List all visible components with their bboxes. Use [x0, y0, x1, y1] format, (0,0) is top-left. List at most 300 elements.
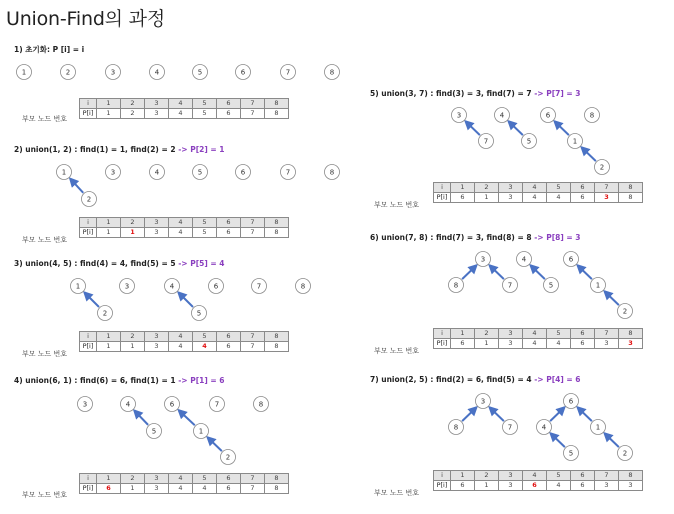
- edge-7-to-3: [489, 407, 503, 421]
- value-cell: 6: [217, 342, 241, 352]
- edge-2-to-1: [604, 433, 618, 447]
- value-cell: 1: [97, 228, 121, 238]
- edge-5-to-4: [134, 410, 148, 424]
- node-label: 7: [507, 423, 513, 432]
- page-title: Union-Find의 과정: [6, 8, 165, 30]
- value-cell: 7: [241, 484, 265, 494]
- step-7-label: [370, 375, 581, 384]
- table-header-row: [80, 332, 289, 342]
- header-cell: 1: [97, 474, 121, 484]
- edge-8-to-3: [462, 407, 476, 421]
- header-cell: 8: [265, 332, 289, 342]
- value-cell: 3: [145, 484, 169, 494]
- step-5-tree: [452, 108, 610, 175]
- node-8: [449, 278, 464, 293]
- header-cell: 3: [499, 329, 523, 339]
- step-6-tree: [449, 252, 633, 319]
- node-2: [82, 192, 97, 207]
- node-2: [618, 446, 633, 461]
- edge-5-to-4: [178, 292, 193, 307]
- header-cell: 7: [241, 474, 265, 484]
- row-label: P[i]: [434, 339, 451, 349]
- value-cell: 8: [265, 228, 289, 238]
- node-label: 2: [86, 195, 92, 204]
- header-cell: 6: [217, 218, 241, 228]
- step-result: -> P[1] = 6: [178, 376, 225, 385]
- value-cell: 6: [571, 481, 595, 491]
- edge-1-to-6: [577, 407, 591, 421]
- node-3: [106, 165, 121, 180]
- header-cell: 8: [619, 329, 643, 339]
- header-cell: 5: [193, 332, 217, 342]
- node-6: [165, 397, 180, 412]
- value-cell: 3: [499, 339, 523, 349]
- node-5: [564, 446, 579, 461]
- value-cell: 4: [523, 193, 547, 203]
- node-7: [210, 397, 225, 412]
- node-label: 8: [589, 111, 595, 120]
- step-2-label: [14, 145, 225, 154]
- edge-7-to-3: [465, 121, 479, 135]
- node-5: [522, 134, 537, 149]
- header-cell: 8: [265, 99, 289, 109]
- header-cell: 4: [169, 474, 193, 484]
- step-result: -> P[8] = 3: [534, 233, 581, 242]
- value-cell: 6: [571, 339, 595, 349]
- value-cell: 6: [571, 193, 595, 203]
- step-operation: 7) union(2, 5) : find(2) = 6, find(5) = 4: [370, 375, 535, 384]
- node-3: [476, 252, 491, 267]
- header-cell: i: [80, 332, 97, 342]
- header-cell: 5: [547, 471, 571, 481]
- table-row: [80, 109, 289, 119]
- node-label: 5: [548, 281, 554, 290]
- node-label: 3: [110, 168, 116, 177]
- node-label: 5: [197, 168, 203, 177]
- value-cell: 3: [619, 339, 643, 349]
- header-cell: 3: [145, 474, 169, 484]
- parent-caption: 부모 노드 번호: [22, 236, 68, 244]
- node-8: [254, 397, 269, 412]
- value-cell: 6: [523, 481, 547, 491]
- header-cell: 1: [97, 99, 121, 109]
- value-cell: 1: [475, 481, 499, 491]
- step-operation: 2) union(1, 2) : find(1) = 1, find(2) = 2: [14, 145, 179, 154]
- node-6: [236, 165, 251, 180]
- node-1: [57, 165, 72, 180]
- header-cell: 3: [499, 183, 523, 193]
- value-cell: 6: [217, 109, 241, 119]
- edge-2-to-1: [604, 291, 618, 305]
- row-label: P[i]: [80, 228, 97, 238]
- header-cell: 3: [145, 99, 169, 109]
- value-cell: 3: [595, 481, 619, 491]
- header-cell: 3: [145, 218, 169, 228]
- header-cell: 4: [169, 218, 193, 228]
- value-cell: 4: [169, 228, 193, 238]
- node-8: [325, 65, 340, 80]
- value-cell: 8: [265, 484, 289, 494]
- table-row: [434, 339, 643, 349]
- node-label: 4: [154, 68, 160, 77]
- node-1: [568, 134, 583, 149]
- node-3: [120, 279, 135, 294]
- step-6-label: [370, 233, 581, 242]
- header-cell: i: [434, 183, 451, 193]
- node-label: 3: [480, 397, 486, 406]
- node-1: [591, 420, 606, 435]
- value-cell: 4: [169, 109, 193, 119]
- node-label: 2: [65, 68, 71, 77]
- value-cell: 3: [595, 193, 619, 203]
- node-label: 7: [507, 281, 513, 290]
- node-label: 8: [329, 168, 335, 177]
- header-cell: 7: [241, 99, 265, 109]
- edge-2-to-1: [581, 147, 595, 161]
- node-label: 5: [197, 68, 203, 77]
- edge-1-to-6: [554, 121, 568, 135]
- node-label: 2: [622, 449, 628, 458]
- parent-caption: 부모 노드 번호: [374, 489, 420, 497]
- node-4: [150, 65, 165, 80]
- value-cell: 4: [193, 342, 217, 352]
- node-3: [78, 397, 93, 412]
- header-cell: i: [434, 329, 451, 339]
- node-3: [452, 108, 467, 123]
- node-6: [236, 65, 251, 80]
- node-2: [221, 450, 236, 465]
- node-label: 1: [61, 168, 67, 177]
- value-cell: 7: [241, 228, 265, 238]
- value-cell: 1: [475, 193, 499, 203]
- header-cell: 7: [595, 183, 619, 193]
- node-label: 6: [213, 282, 219, 291]
- node-label: 1: [572, 137, 578, 146]
- table-row: [434, 481, 643, 491]
- node-1: [591, 278, 606, 293]
- value-cell: 4: [523, 339, 547, 349]
- edge-4-to-6: [550, 407, 564, 421]
- parent-caption: 부모 노드 번호: [22, 350, 68, 358]
- node-label: 8: [453, 423, 459, 432]
- header-cell: 3: [499, 471, 523, 481]
- table-row: [434, 193, 643, 203]
- node-label: 1: [21, 68, 27, 77]
- value-cell: 4: [547, 481, 571, 491]
- step-3-label: [14, 259, 225, 268]
- node-label: 6: [568, 397, 574, 406]
- node-4: [165, 279, 180, 294]
- value-cell: 5: [193, 228, 217, 238]
- step-2-tree: [57, 165, 340, 207]
- node-label: 3: [456, 111, 462, 120]
- value-cell: 3: [595, 339, 619, 349]
- header-cell: 6: [571, 329, 595, 339]
- header-cell: 6: [571, 183, 595, 193]
- node-label: 2: [622, 307, 628, 316]
- parent-table: [433, 328, 643, 349]
- node-label: 2: [225, 453, 231, 462]
- node-4: [121, 397, 136, 412]
- node-4: [537, 420, 552, 435]
- node-label: 5: [151, 427, 157, 436]
- table-header-row: [80, 474, 289, 484]
- header-cell: 4: [169, 332, 193, 342]
- value-cell: 6: [97, 484, 121, 494]
- value-cell: 4: [193, 484, 217, 494]
- node-2: [595, 160, 610, 175]
- value-cell: 1: [97, 342, 121, 352]
- header-cell: 2: [475, 471, 499, 481]
- node-label: 2: [102, 309, 108, 318]
- header-cell: 5: [193, 218, 217, 228]
- table-row: [80, 484, 289, 494]
- node-label: 2: [599, 163, 605, 172]
- value-cell: 3: [499, 193, 523, 203]
- node-label: 4: [125, 400, 131, 409]
- header-cell: 4: [169, 99, 193, 109]
- step-result: -> P[4] = 6: [534, 375, 581, 384]
- node-8: [585, 108, 600, 123]
- node-label: 1: [198, 427, 204, 436]
- value-cell: 4: [169, 342, 193, 352]
- value-cell: 3: [145, 342, 169, 352]
- value-cell: 3: [145, 109, 169, 119]
- node-5: [193, 65, 208, 80]
- row-label: P[i]: [434, 193, 451, 203]
- parent-table: [79, 217, 289, 238]
- node-2: [618, 304, 633, 319]
- node-label: 4: [541, 423, 547, 432]
- header-cell: i: [80, 218, 97, 228]
- header-cell: 6: [571, 471, 595, 481]
- value-cell: 1: [97, 109, 121, 119]
- header-cell: i: [80, 474, 97, 484]
- step-4-tree: [78, 397, 269, 465]
- edge-5-to-4: [530, 265, 544, 279]
- parent-table: [433, 182, 643, 203]
- parent-caption: 부모 노드 번호: [22, 491, 68, 499]
- table-header-row: [434, 329, 643, 339]
- parent-table: [433, 470, 643, 491]
- node-label: 5: [526, 137, 532, 146]
- header-cell: 4: [523, 183, 547, 193]
- table-header-row: [434, 183, 643, 193]
- node-label: 7: [483, 137, 489, 146]
- value-cell: 6: [217, 484, 241, 494]
- step-5-label: [370, 89, 581, 98]
- value-cell: 1: [475, 339, 499, 349]
- row-label: P[i]: [80, 342, 97, 352]
- node-label: 4: [521, 255, 527, 264]
- step-operation: 3) union(4, 5) : find(4) = 4, find(5) = 5: [14, 259, 179, 268]
- table-header-row: [80, 99, 289, 109]
- header-cell: 8: [265, 218, 289, 228]
- node-label: 7: [214, 400, 220, 409]
- header-cell: 7: [241, 332, 265, 342]
- header-cell: 8: [619, 183, 643, 193]
- value-cell: 3: [145, 228, 169, 238]
- table-row: [80, 228, 289, 238]
- node-label: 1: [75, 282, 81, 291]
- row-label: P[i]: [80, 484, 97, 494]
- parent-table: [79, 98, 289, 119]
- node-4: [495, 108, 510, 123]
- value-cell: 6: [217, 228, 241, 238]
- node-label: 6: [240, 68, 246, 77]
- edge-5-to-4: [508, 121, 522, 135]
- header-cell: 5: [547, 329, 571, 339]
- node-label: 3: [110, 68, 116, 77]
- node-4: [517, 252, 532, 267]
- value-cell: 4: [547, 339, 571, 349]
- header-cell: 8: [619, 471, 643, 481]
- node-label: 6: [240, 168, 246, 177]
- node-label: 8: [453, 281, 459, 290]
- parent-caption: 부모 노드 번호: [374, 201, 420, 209]
- value-cell: 8: [265, 342, 289, 352]
- header-cell: 1: [451, 329, 475, 339]
- edge-5-to-4: [550, 433, 564, 447]
- value-cell: 6: [451, 339, 475, 349]
- value-cell: 7: [241, 342, 265, 352]
- step-result: -> P[2] = 1: [178, 145, 225, 154]
- header-cell: 7: [595, 329, 619, 339]
- step-operation: 4) union(6, 1) : find(6) = 6, find(1) = 1: [14, 376, 179, 385]
- node-8: [296, 279, 311, 294]
- edge-1-to-6: [179, 410, 195, 425]
- node-label: 6: [568, 255, 574, 264]
- edge-2-to-1: [84, 292, 99, 307]
- node-3: [476, 394, 491, 409]
- node-7: [281, 65, 296, 80]
- node-1: [17, 65, 32, 80]
- node-label: 8: [258, 400, 264, 409]
- node-8: [325, 165, 340, 180]
- value-cell: 8: [619, 193, 643, 203]
- value-cell: 1: [121, 342, 145, 352]
- step-result: -> P[5] = 4: [178, 259, 225, 268]
- value-cell: 8: [265, 109, 289, 119]
- node-7: [503, 278, 518, 293]
- node-6: [564, 252, 579, 267]
- node-label: 3: [82, 400, 88, 409]
- node-8: [449, 420, 464, 435]
- header-cell: 1: [451, 471, 475, 481]
- node-label: 3: [124, 282, 130, 291]
- node-5: [544, 278, 559, 293]
- node-5: [193, 165, 208, 180]
- header-cell: 5: [193, 474, 217, 484]
- node-label: 1: [595, 423, 601, 432]
- node-label: 7: [285, 168, 291, 177]
- header-cell: 6: [217, 474, 241, 484]
- node-1: [71, 279, 86, 294]
- node-label: 6: [545, 111, 551, 120]
- header-cell: 7: [595, 471, 619, 481]
- table-row: [80, 342, 289, 352]
- node-2: [61, 65, 76, 80]
- value-cell: 1: [121, 484, 145, 494]
- edge-2-to-1: [70, 179, 83, 193]
- value-cell: 4: [547, 193, 571, 203]
- value-cell: 3: [619, 481, 643, 491]
- row-label: P[i]: [80, 109, 97, 119]
- step-7-tree: [449, 394, 633, 461]
- header-cell: 6: [217, 332, 241, 342]
- value-cell: 2: [121, 109, 145, 119]
- node-label: 6: [169, 400, 175, 409]
- node-3: [106, 65, 121, 80]
- header-cell: 1: [451, 183, 475, 193]
- header-cell: 1: [97, 218, 121, 228]
- header-cell: 3: [145, 332, 169, 342]
- header-cell: 1: [97, 332, 121, 342]
- edge-2-to-1: [207, 437, 221, 451]
- node-label: 4: [499, 111, 505, 120]
- parent-table: [79, 473, 289, 494]
- node-label: 8: [300, 282, 306, 291]
- parent-caption: 부모 노드 번호: [22, 115, 68, 123]
- header-cell: 2: [475, 183, 499, 193]
- edge-1-to-6: [577, 265, 591, 279]
- value-cell: 7: [241, 109, 265, 119]
- header-cell: 2: [121, 218, 145, 228]
- node-6: [541, 108, 556, 123]
- node-label: 7: [256, 282, 262, 291]
- value-cell: 5: [193, 109, 217, 119]
- header-cell: i: [434, 471, 451, 481]
- value-cell: 6: [451, 481, 475, 491]
- node-label: 8: [329, 68, 335, 77]
- node-7: [252, 279, 267, 294]
- node-label: 4: [169, 282, 175, 291]
- step-operation: 6) union(7, 8) : find(7) = 3, find(8) = 8: [370, 233, 535, 242]
- value-cell: 4: [169, 484, 193, 494]
- edge-8-to-3: [462, 265, 476, 279]
- value-cell: 6: [451, 193, 475, 203]
- step-1-tree: [17, 65, 340, 80]
- step-3-tree: [71, 279, 311, 321]
- node-2: [98, 306, 113, 321]
- node-6: [564, 394, 579, 409]
- table-header-row: [80, 218, 289, 228]
- node-6: [209, 279, 224, 294]
- node-7: [503, 420, 518, 435]
- node-7: [479, 134, 494, 149]
- step-4-label: [14, 376, 225, 385]
- node-4: [150, 165, 165, 180]
- node-label: 1: [595, 281, 601, 290]
- parent-caption: 부모 노드 번호: [374, 347, 420, 355]
- header-cell: 4: [523, 471, 547, 481]
- node-label: 5: [568, 449, 574, 458]
- step-operation: 1) 초기화: P [i] = i: [14, 45, 85, 54]
- node-label: 4: [154, 168, 160, 177]
- node-label: 5: [196, 309, 202, 318]
- header-cell: 6: [217, 99, 241, 109]
- header-cell: 2: [121, 99, 145, 109]
- header-cell: 2: [121, 474, 145, 484]
- node-7: [281, 165, 296, 180]
- header-cell: 5: [193, 99, 217, 109]
- parent-table: [79, 331, 289, 352]
- value-cell: 3: [499, 481, 523, 491]
- header-cell: 5: [547, 183, 571, 193]
- node-label: 3: [480, 255, 486, 264]
- header-cell: 2: [121, 332, 145, 342]
- node-label: 7: [285, 68, 291, 77]
